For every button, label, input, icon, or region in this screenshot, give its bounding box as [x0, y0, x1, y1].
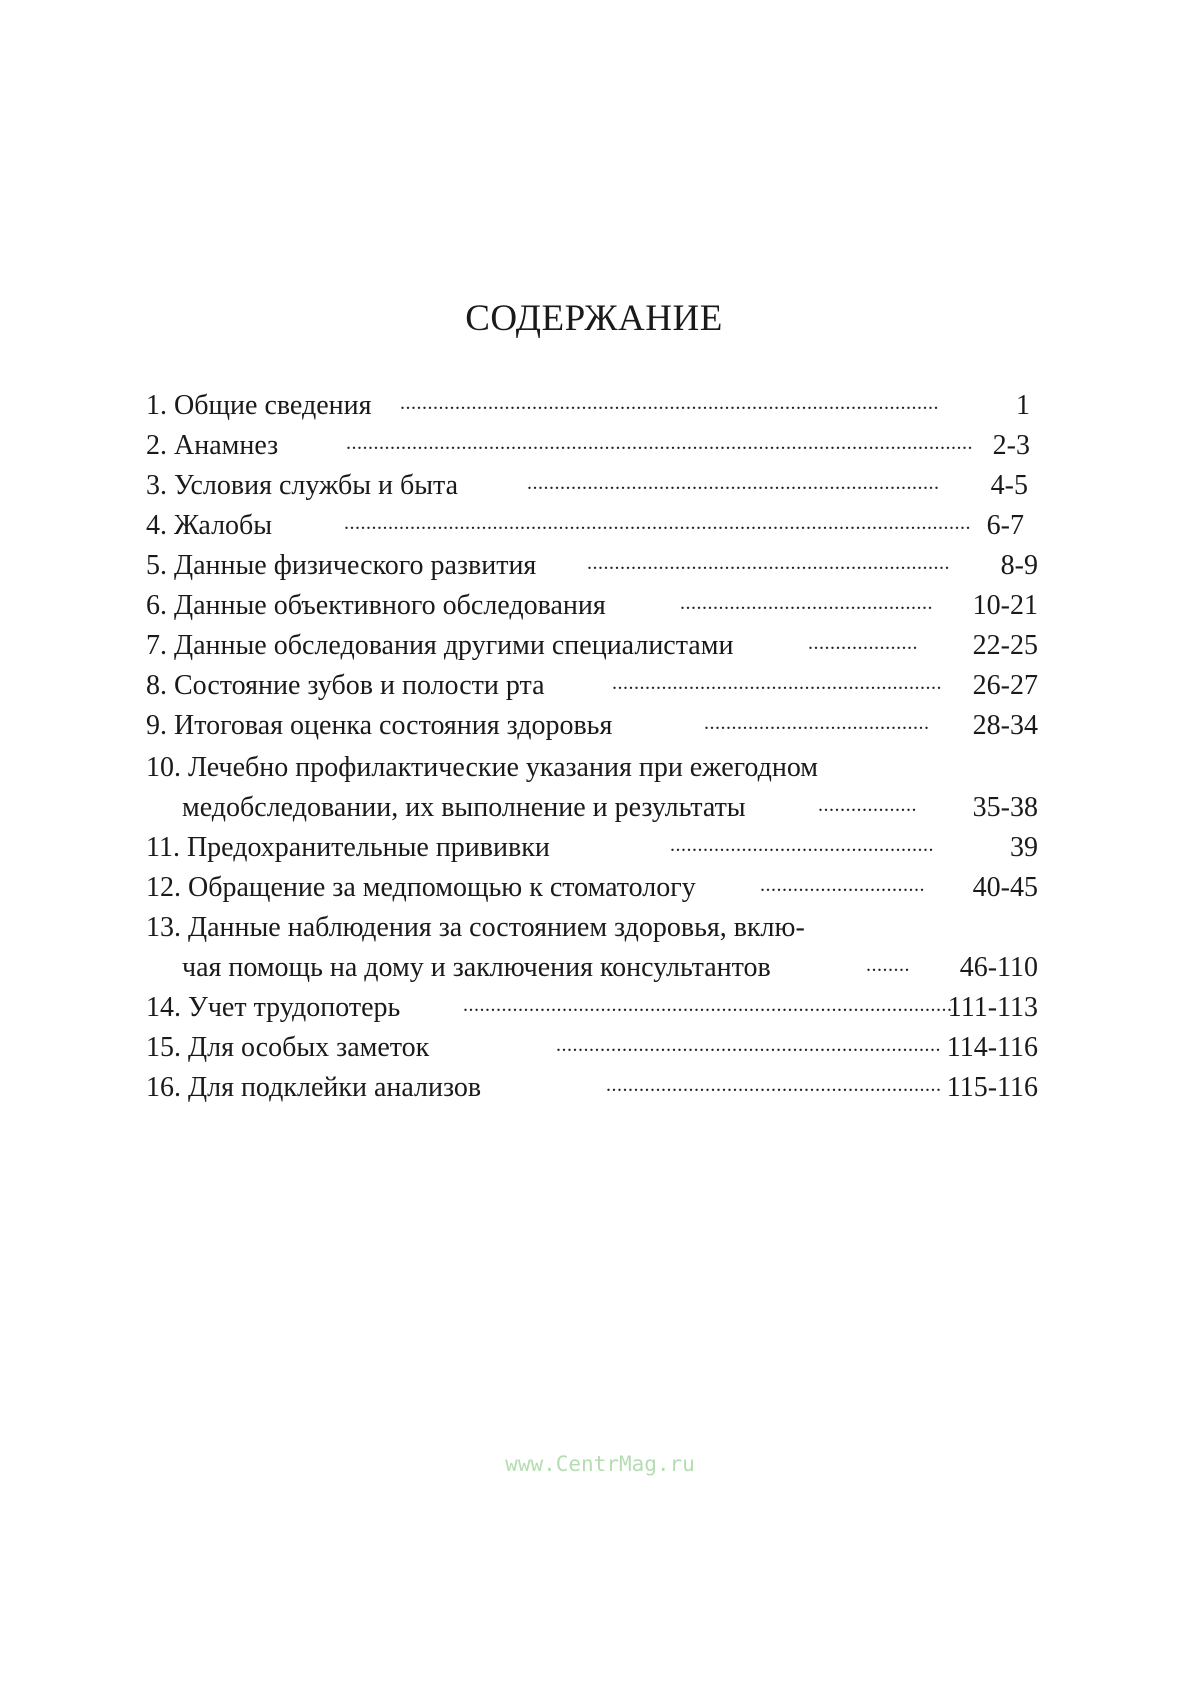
- toc-entry-label: 11. Предохранительные прививки: [146, 832, 550, 863]
- toc-entry-label: 5. Данные физического развития: [146, 550, 537, 581]
- toc-entry-page: 6-7: [986, 510, 1024, 541]
- toc-entry-page: 2-3: [992, 430, 1030, 461]
- toc-leader-dots: ..................................................................: [587, 552, 950, 574]
- toc-leader-dots: ..................................................................................................................: [344, 512, 971, 534]
- toc-entry-label-continued: медобследовании, их выполнение и результаты: [182, 792, 746, 823]
- toc-leader-dots: ..................................................................................................................: [346, 432, 973, 454]
- toc-entry-page: 22-25: [972, 630, 1038, 661]
- page-title: СОДЕРЖАНИЕ: [465, 298, 723, 339]
- toc-leader-dots: ...........................................................................: [527, 472, 940, 494]
- toc-leader-dots: .........................................: [704, 712, 930, 734]
- toc-entry-label: 10. Лечебно профилактические указания при ежегодном: [146, 752, 819, 783]
- toc-leader-dots: ..................: [818, 794, 917, 816]
- toc-entry: [0, 1028, 1200, 1068]
- toc-entry: [0, 706, 1200, 746]
- toc-entry: [0, 908, 1200, 948]
- toc-leader-dots: ..............................: [760, 874, 925, 896]
- toc-entry-page: 1: [1016, 390, 1030, 421]
- toc-entry: [0, 426, 1200, 466]
- toc-entry-label: 7. Данные обследования другими специалистами: [146, 630, 734, 661]
- toc-entry-label: 12. Обращение за медпомощью к стоматологу: [146, 872, 696, 903]
- toc-entry-label: 14. Учет трудопотерь: [146, 992, 401, 1023]
- toc-entry-label: 4. Жалобы: [146, 510, 273, 541]
- toc-entry: [0, 666, 1200, 706]
- toc-leader-dots: ......................................................................: [556, 1034, 941, 1056]
- toc-entry-continuation: [0, 788, 1200, 828]
- toc-entry-label: 3. Условия службы и быта: [146, 470, 459, 501]
- toc-entry-page: 39: [1010, 832, 1038, 863]
- toc-entry-label: 2. Анамнез: [146, 430, 279, 461]
- toc-entry-label: 16. Для подклейки анализов: [146, 1072, 482, 1103]
- toc-leader-dots: ..........................................................................................: [463, 994, 958, 1016]
- toc-leader-dots: .............................................................: [606, 1074, 942, 1096]
- toc-entry: [0, 748, 1200, 788]
- toc-entry-continuation: [0, 948, 1200, 988]
- toc-entry-label: 1. Общие сведения: [146, 390, 372, 421]
- toc-entry: [0, 586, 1200, 626]
- toc-entry: [0, 868, 1200, 908]
- toc-entry-label: 6. Данные объективного обследования: [146, 590, 606, 621]
- toc-entry-label-continued: чая помощь на дому и заключения консультантов: [182, 952, 771, 983]
- toc-leader-dots: ..............................................: [680, 592, 933, 614]
- toc-leader-dots: ................................................: [670, 834, 934, 856]
- toc-entry-page: 28-34: [972, 710, 1038, 741]
- toc-entry-page: 10-21: [972, 590, 1038, 621]
- toc-entry-page: 26-27: [972, 670, 1038, 701]
- toc-leader-dots: ..................................................................................................: [400, 392, 939, 414]
- toc-entry: [0, 506, 1200, 546]
- toc-entry: [0, 466, 1200, 506]
- toc-entry: [0, 386, 1200, 426]
- toc-entry-page: 35-38: [972, 792, 1038, 823]
- toc-entry-page: 40-45: [972, 872, 1038, 903]
- toc-entry-page: 115-116: [946, 1072, 1038, 1103]
- toc-entry-label: 13. Данные наблюдения за состоянием здоровья, вклю-: [146, 912, 805, 943]
- toc-entry: [0, 626, 1200, 666]
- toc-entry-page: 8-9: [1000, 550, 1038, 581]
- toc-entry: [0, 1068, 1200, 1108]
- toc-entry-page: 46-110: [959, 952, 1038, 983]
- toc-leader-dots: ............................................................: [612, 672, 942, 694]
- toc-leader-dots: ....................: [808, 632, 918, 654]
- toc-entry-page: 111-113: [947, 992, 1038, 1023]
- website-watermark: www.CentrMag.ru: [505, 1452, 695, 1476]
- toc-entry-label: 8. Состояние зубов и полости рта: [146, 670, 545, 701]
- toc-entry-page: 4-5: [990, 470, 1028, 501]
- toc-entry: [0, 546, 1200, 586]
- toc-entry: [0, 828, 1200, 868]
- toc-entry-label: 9. Итоговая оценка состояния здоровья: [146, 710, 613, 741]
- toc-entry-label: 15. Для особых заметок: [146, 1032, 430, 1063]
- toc-leader-dots: ........: [866, 954, 910, 976]
- toc-entry: [0, 988, 1200, 1028]
- toc-entry-page: 114-116: [946, 1032, 1038, 1063]
